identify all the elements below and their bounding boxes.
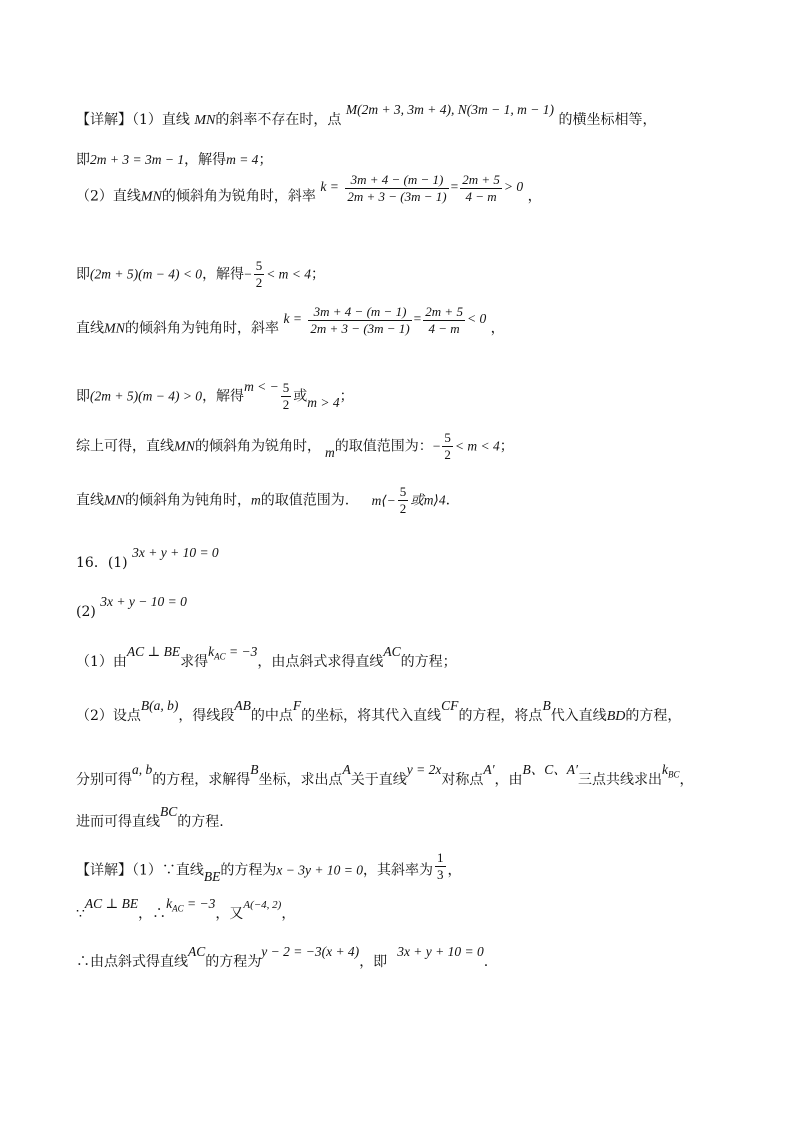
obtuse-slope-line: 直线MN的倾斜角为钝角时，斜率 k = $\frac{3m + 4 - (m - 1)}{2m + 3 - (3m - 1)}$ = $\frac{2m + 5}{4 - m}$ < 0 ， (76, 304, 505, 337)
five-halves-fraction: $\frac{5}{2}$ (282, 380, 290, 412)
detail-line-3: ∴由点斜式得直线AC的方程为y − 2 = −3(x + 4)，即3x + y + 10 = 0. (76, 944, 489, 970)
one-third-fraction: $\frac{1}{3}$ (437, 850, 444, 882)
acute-slope-line: （2）直线MN的倾斜角为锐角时，斜率 k = $\frac{3m + 4 - (m - 1)}{2m + 3 - (3m - 1)}$ = $\frac{2m + 5}{4 - m}$ > 0 ， (76, 172, 542, 205)
five-halves-fraction: $\frac{5}{2}$ (399, 484, 407, 516)
points-mn: M(2m + 3, 3m + 4), N(3m − 1, m − 1) (345, 102, 554, 117)
analysis-part2-end: 进而可得直线BC的方程. (76, 804, 224, 830)
analysis-part2: （2）设点B(a, b)，得线段AB的中点F的坐标，将其代入直线CF的方程，将点B代入直线BD的方程， (76, 698, 682, 724)
five-halves-fraction: $\frac{5}{2}$ (255, 258, 263, 290)
question-number: 16．(1) (76, 555, 128, 571)
summary-acute-line: 综上可得，直线MN的倾斜角为锐角时， m的取值范围为：− $\frac{5}{2}$ < m < 4； (76, 430, 514, 462)
slope-fraction-4: $\frac{2m + 5}{4 - m}$ (425, 304, 463, 336)
slope-fraction-2: $\frac{2m + 5}{4 - m}$ (462, 172, 500, 204)
acute-inequality-line: 即(2m + 5)(m − 4) < 0，解得− $\frac{5}{2}$ < m < 4； (76, 258, 326, 290)
analysis-part1: （1）由AC ⊥ BE求得$k_{AC} = -3$，由点斜式求得直线AC的方程； (76, 644, 457, 670)
vertical-case-solution: 即2m + 3 = 3m − 1，解得m = 4； (76, 152, 273, 168)
detail-tag: 【详解】 (76, 862, 132, 879)
answer-16-part1: 16．(1) 3x + y + 10 = 0 (76, 545, 219, 571)
slope-fraction-1: $\frac{3m + 4 - (m - 1)}{2m + 3 - (3m - 1)}$ (347, 172, 447, 204)
slope-fraction-3: $\frac{3m + 4 - (m - 1)}{2m + 3 - (3m - 1)}$ (310, 304, 410, 336)
detail-line-2: ∵AC ⊥ BE，$\therefore k_{AC} = -3$，又$^{A(-4, 2)}$， (76, 896, 296, 922)
analysis-part2-cont: 分别可得a, b的方程，求解得B坐标，求出点A关于直线y = 2x对称点A′，由B、C、A′三点共线求出$k_{BC}$， (76, 762, 694, 788)
solution-part1-line: 【详解】（1）直线 MN的斜率不存在时，点 M(2m + 3, 3m + 4), N(3m − 1, m − 1) 的横坐标相等， (76, 102, 657, 128)
detail-line-1: 【详解】（1）∵直线BE的方程为x − 3y + 10 = 0，其斜率为 $\frac{1}{3}$ ， (76, 850, 462, 884)
obtuse-inequality-line: 即(2m + 5)(m − 4) > 0，解得m < − $\frac{5}{2}$ 或m > 4； (76, 378, 354, 412)
summary-obtuse-line: 直线MN的倾斜角为钝角时，m的取值范围为. m⟨− $\frac{5}{2}$ 或m⟩4. (76, 484, 451, 516)
answer-16-part2: (2) 3x + y − 10 = 0 (76, 594, 187, 620)
five-halves-fraction: $\frac{5}{2}$ (444, 430, 451, 462)
detail-tag: 【详解】 (76, 112, 132, 128)
